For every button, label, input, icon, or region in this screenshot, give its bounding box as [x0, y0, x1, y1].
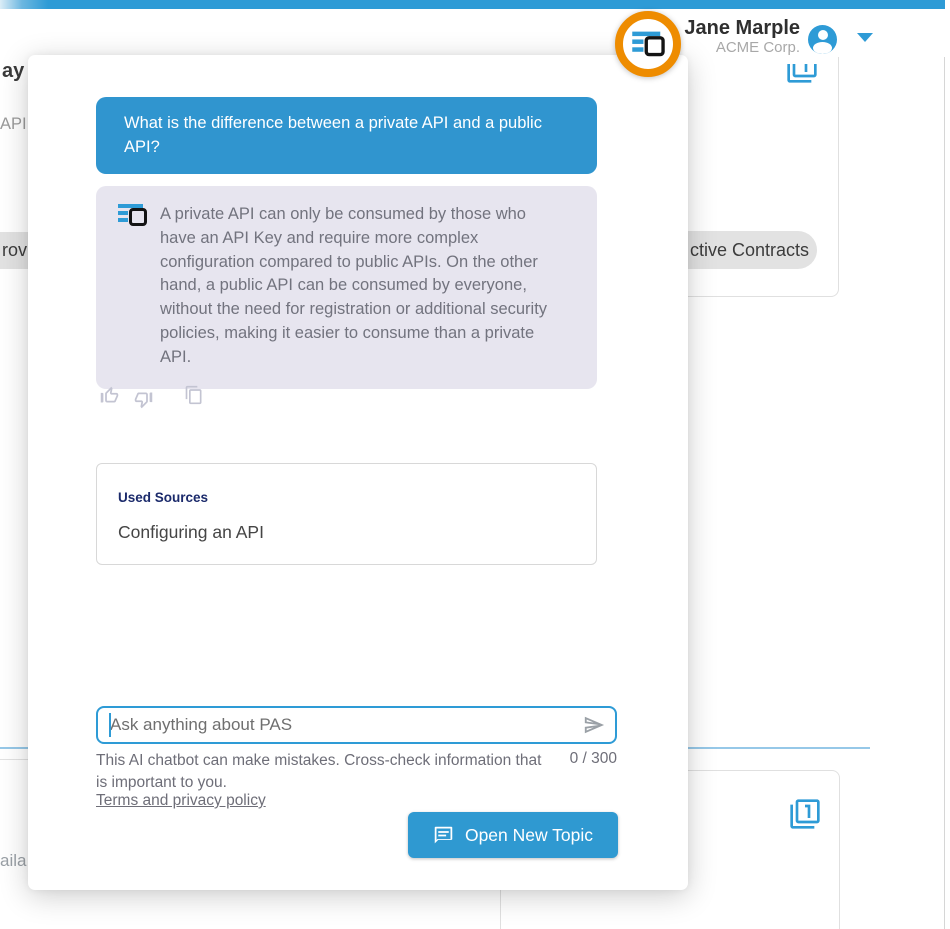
background-heading-fragment: ay — [2, 60, 25, 82]
terms-privacy-link[interactable]: Terms and privacy policy — [96, 792, 266, 809]
page-header — [0, 9, 945, 57]
bot-avatar-icon — [118, 204, 147, 227]
thumb-down-button[interactable] — [133, 388, 154, 410]
open-new-topic-label: Open New Topic — [464, 824, 594, 845]
chat-input[interactable] — [98, 715, 583, 735]
used-sources-title: Used Sources — [118, 490, 209, 505]
used-sources-card — [96, 463, 597, 565]
copy-button[interactable] — [184, 385, 204, 407]
char-counter: 0 / 300 — [569, 750, 617, 767]
open-new-topic-button[interactable] — [408, 812, 618, 858]
user-message-bubble: What is the difference between a private API and a public API? — [96, 97, 597, 174]
avatar-head-shape — [818, 30, 828, 40]
top-accent-bar — [0, 0, 945, 9]
user-info — [684, 17, 800, 56]
background-subheading-fragment: API — [0, 115, 27, 133]
account-avatar-icon[interactable] — [808, 25, 837, 54]
disclaimer-text: This AI chatbot can make mistakes. Cross-check information that is important to you. — [96, 752, 542, 791]
chat-input-container — [96, 706, 617, 744]
bot-message-text: A private API can only be consumed by those who have an API Key and require more complex configuration compared to public APIs. On the other hand, a public API can be consumed by everyone, without the need for registration or additional security policies, making it easier to consume than a private API. — [160, 205, 548, 366]
user-name: Jane Marple — [684, 17, 800, 39]
user-organization: ACME Corp. — [715, 39, 800, 56]
send-button[interactable] — [583, 714, 615, 736]
chevron-down-icon[interactable] — [857, 33, 873, 42]
chip-active-contracts[interactable]: ctive Contracts — [620, 231, 817, 269]
thumb-up-button[interactable] — [99, 385, 120, 407]
chat-bubble-icon — [433, 825, 454, 846]
background-text-fragment: aila — [0, 851, 27, 870]
text-caret — [109, 713, 111, 737]
stacked-pages-icon-partial — [786, 64, 822, 88]
bot-message-bubble — [96, 186, 597, 389]
chatbot-launcher-button[interactable] — [615, 11, 681, 77]
chip-approved-fragment[interactable]: rov — [0, 232, 68, 269]
feedback-toolbar — [99, 385, 204, 407]
avatar-body-shape — [813, 42, 832, 54]
chatbot-panel — [28, 55, 688, 890]
card-border-fragment — [0, 759, 28, 760]
source-link[interactable]: Configuring an API — [118, 522, 264, 542]
stacked-pages-1-icon — [789, 794, 821, 834]
page-right-border — [944, 9, 945, 929]
brand-logo-icon — [632, 31, 664, 57]
